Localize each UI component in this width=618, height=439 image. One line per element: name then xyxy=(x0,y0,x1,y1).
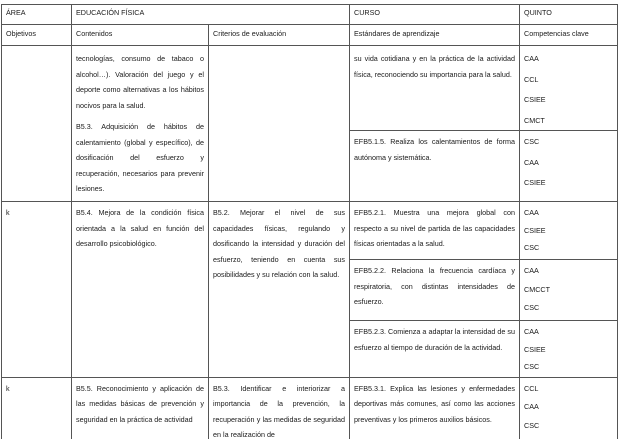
contenido-text: B5.3. Adquisición de hábitos de calentamiento (global y específico), de dosificación del esfuerzo y recuperación, necesarios para prevenir lesiones. xyxy=(76,122,204,193)
criterio-cell xyxy=(209,46,350,202)
contenido-text: B5.4. Mejora de la condición física orientada a la salud en función del desarrollo psicobiológico. xyxy=(76,208,204,248)
curriculum-table xyxy=(1,4,618,439)
criterio-cell xyxy=(209,377,350,439)
curso-value: QUINTO xyxy=(520,5,618,25)
competencia-item: CSIEE xyxy=(524,178,546,187)
contenido-cell xyxy=(72,46,209,202)
contenido-cell xyxy=(72,377,209,439)
estandar-cell xyxy=(350,377,520,439)
objetivo-cell xyxy=(2,46,72,202)
competencias-cell xyxy=(520,131,618,202)
competencia-item: CAA xyxy=(524,208,539,217)
competencia-item: CCL xyxy=(524,74,539,84)
competencia-item: CSC xyxy=(524,243,540,252)
estandar-text: EFB5.2.2. Relaciona la frecuencia cardíaca y respiratoria, con distintas intensidades de esfuerzo. xyxy=(354,266,516,306)
estandar-cell xyxy=(350,321,520,378)
competencia-item: CCL xyxy=(524,383,539,393)
curso-label: CURSO xyxy=(350,5,520,25)
competencia-item: CSC xyxy=(524,303,540,312)
col-header-objetivos: Objetivos xyxy=(2,25,72,46)
table-row xyxy=(2,202,618,260)
estandar-text: EFB5.2.1. Muestra una mejora global con respecto a su nivel de partida de las capacidades físicas orientadas a la salud. xyxy=(354,208,516,248)
competencias-cell xyxy=(520,202,618,260)
estandar-cell xyxy=(350,46,520,131)
criterio-text: B5.2. Mejorar el nivel de sus capacidades físicas, regulando y dosificando la intensidad y duración del esfuerzo, teniendo en cuenta sus posibilidades y su relación con la salud. xyxy=(213,208,346,279)
competencia-item: CSC xyxy=(524,420,540,430)
competencias-cell xyxy=(520,46,618,131)
col-header-criterios: Criterios de evaluación xyxy=(209,25,350,46)
estandar-cell xyxy=(350,260,520,321)
competencia-item: CSC xyxy=(524,362,540,371)
competencia-item: CAA xyxy=(524,266,539,275)
estandar-cell xyxy=(350,202,520,260)
competencia-item: CAA xyxy=(524,157,539,167)
competencia-item: CAA xyxy=(524,54,539,63)
objetivo-cell: k xyxy=(2,377,72,439)
estandar-cell xyxy=(350,131,520,202)
col-header-competencias: Competencias clave xyxy=(520,25,618,46)
criterio-text: B5.3. Identificar e interiorizar a importancia de la prevención, la recuperación y las medidas de seguridad en la realización de xyxy=(213,383,346,439)
competencia-item: CSIEE xyxy=(524,225,546,235)
area-value: EDUCACIÓN FÍSICA xyxy=(72,5,350,25)
estandar-text: EFB5.3.1. Explica las lesiones y enfermedades deportivas más comunes, así como las acciones preventivas y los primeros auxilios básicos. xyxy=(354,383,516,424)
table-row xyxy=(2,377,618,439)
competencia-item: CMCCT xyxy=(524,284,550,294)
area-label: ÁREA xyxy=(2,5,72,25)
competencias-cell xyxy=(520,321,618,378)
objetivo-cell: k xyxy=(2,202,72,378)
competencia-item: CMCT xyxy=(524,115,545,125)
competencia-item: CSIEE xyxy=(524,95,546,104)
col-header-estandares: Estándares de aprendizaje xyxy=(350,25,520,46)
table-row xyxy=(2,46,618,131)
estandar-text: EFB5.1.5. Realiza los calentamientos de forma autónoma y sistemática. xyxy=(354,137,516,162)
criterio-cell xyxy=(209,202,350,378)
competencia-item: CSIEE xyxy=(524,344,546,354)
competencia-item: CAA xyxy=(524,327,539,336)
competencias-cell xyxy=(520,260,618,321)
competencia-item: CAA xyxy=(524,402,539,411)
contenido-text: tecnologías, consumo de tabaco o alcohol…). Valoración del juego y el deporte como alternativas a los hábitos nocivos para la salud. xyxy=(76,54,204,110)
estandar-text: su vida cotidiana y en la práctica de la actividad física, reconociendo su importancia para la salud. xyxy=(354,54,516,79)
col-header-contenidos: Contenidos xyxy=(72,25,209,46)
header-row xyxy=(2,5,618,25)
contenido-cell xyxy=(72,202,209,378)
competencia-item: CSC xyxy=(524,137,540,146)
estandar-text: EFB5.2.3. Comienza a adaptar la intensidad de su esfuerzo al tiempo de duración de la actividad. xyxy=(354,327,516,352)
competencias-cell xyxy=(520,377,618,439)
contenido-text: B5.5. Reconocimiento y aplicación de las medidas básicas de prevención y seguridad en la práctica de actividad xyxy=(76,383,204,424)
column-header-row xyxy=(2,25,618,46)
